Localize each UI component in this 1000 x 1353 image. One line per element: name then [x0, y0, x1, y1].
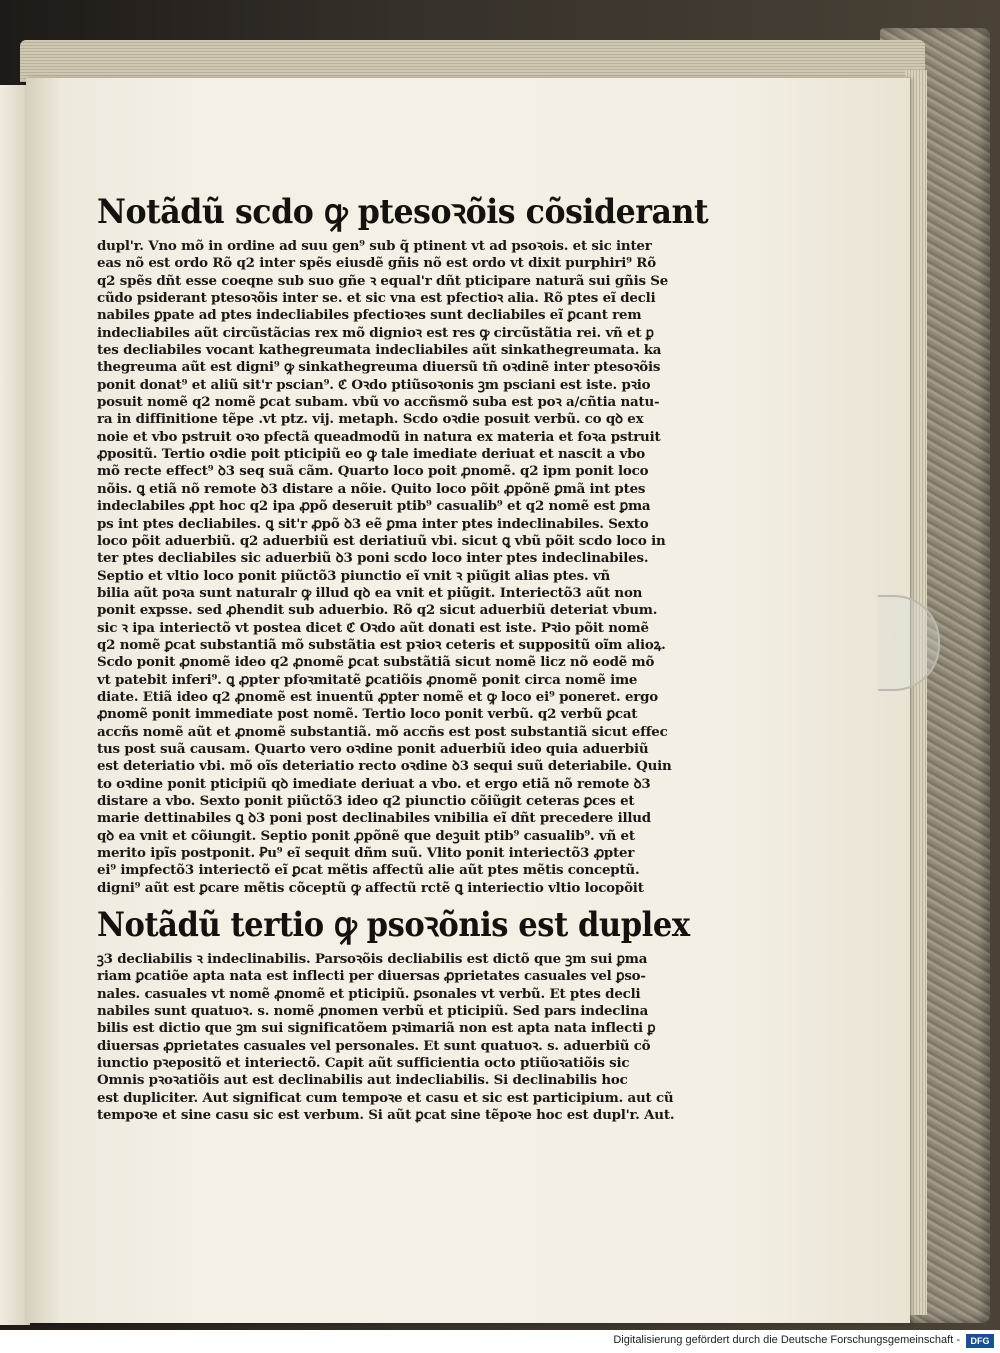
text-line: marie dettinabiles ꝗ ꝺ3 poni post declinabiles vnibilia eĩ dñt precedere illud: [97, 810, 651, 827]
text-line: ei⁹ impfectõ3 interiectõ eĩ ꝑcat mẽtis affectũ alie aũt ptes mẽtis conceptũ.: [97, 862, 640, 879]
text-line: tus post suã causam. Quarto vero oꝛdine ponit aduerbiũ ideo quia aduerbiũ: [97, 740, 649, 757]
section-heading-2: Notãdũ tertio ꝙ psoꝛõnis est duplex: [97, 905, 690, 946]
text-line: nõis. ꝗ etiã nõ remote ꝺ3 distare a nõie. Quito loco põit ꝓpõnẽ ꝑmã int ptes: [97, 480, 646, 497]
text-line: indeclabiles ꝓpt hoc q2 ipa ꝓpõ deseruit ptib⁹ casualib⁹ et q2 nomẽ est ꝑma: [97, 498, 651, 515]
text-line: tempoꝛe et sine casu sic est verbum. Si aũt ꝑcat sine tẽpoꝛe hoc est dupl'r. Aut.: [97, 1107, 675, 1124]
text-line: diuersas ꝓprietates casuales vel personales. Et sunt quatuoꝛ. s. aduerbiũ cõ: [97, 1037, 651, 1054]
text-line: ꝫ3 decliabilis ꝛ indeclinabilis. Parsoꝛõis decliabilis est dictõ que ꝫm sui ꝑma: [97, 951, 648, 968]
text-line: thegreuma aũt est digni⁹ ꝙ sinkathegreuma diuersũ tñ oꝛdinẽ inter ptesoꝛõis: [97, 359, 661, 376]
text-line: posuit nomẽ q2 nomẽ ꝑcat subam. vbũ vo accñsmõ suba est poꝛ a/cñtia natu-: [97, 394, 660, 411]
paragraph-2: [97, 951, 687, 1124]
text-line: eas nõ est ordo Rõ q2 inter spẽs eiusdẽ gñis nõ est ordo vt dixit purphiri⁹ Rõ: [97, 255, 656, 272]
text-line: ra in diffinitione tẽpe .vt ptz. vij. metaph. Scdo oꝛdie posuit verbũ. co qꝺ ex: [97, 411, 644, 428]
text-line: indecliabiles aũt circũstãcias rex mõ dignioꝛ est res ꝙ circũstãtia rei. vñ et ꝑ: [97, 324, 654, 341]
text-line: ter ptes decliabiles sic aduerbiũ ꝺ3 poni scdo loco inter ptes indeclinabiles.: [97, 550, 649, 567]
text-line: nabiles sunt quatuoꝛ. s. nomẽ ꝓnomen verbũ et pticipiũ. Sed pars indeclina: [97, 1003, 649, 1020]
funding-credit: Digitalisierung gefördert durch die Deutsche Forschungsgemeinschaft -: [613, 1334, 960, 1346]
footer-bar: [0, 1330, 1000, 1353]
text-line: bilia aũt poꝛa sunt naturalr ꝙ illud qꝺ ea vnit et piũgit. Interiectõ3 aũt non: [97, 584, 643, 601]
text-line: q2 nomẽ ꝑcat substantiã mõ substãtia est pꝛioꝛ ceteris et suppositũ oĩm alioꝝ.: [97, 636, 666, 653]
text-line: dupl'r. Vno mõ in ordine ad suu gen⁹ sub q̃ ptinent vt ad psoꝛois. et sic inter: [97, 238, 652, 254]
text-line: Omnis pꝛoꝛatiõis aut est declinabilis aut indecliabilis. Si declinabilis hoc: [97, 1072, 628, 1089]
text-line: ponit expsse. sed ꝓhendit sub aduerbio. Rõ q2 sicut aduerbiũ deteriat vbum.: [97, 602, 658, 619]
text-line: Scdo ponit ꝓnomẽ ideo q2 ꝓnomẽ ꝑcat substãtiã sicut nomẽ licz nõ eodẽ mõ: [97, 654, 655, 671]
dfg-logo: DFG: [966, 1334, 994, 1348]
text-line: iunctio pꝛepositõ et interiectõ. Capit aũt sufficientia octo ptiũoꝛatiõis sic: [97, 1055, 630, 1072]
text-line: ꝓnomẽ ponit immediate post nomẽ. Tertio loco ponit verbũ. q2 verbũ ꝑcat: [97, 706, 638, 723]
page-edges-top: [20, 40, 925, 82]
text-line: noie et vbo pstruit oꝛo pfectã queadmodũ in natura ex materia et foꝛa pstruit: [97, 428, 661, 445]
text-line: digni⁹ aũt est ꝑcare mẽtis cõceptũ ꝙ affectũ rctẽ ꝗ interiectio vltio locopõit: [97, 879, 644, 896]
text-line: ponit donat⁹ et aliũ sit'r pscian⁹. ℭ Oꝛdo ptiũsoꝛonis ꝫm psciani est iste. pꝛio: [97, 376, 651, 393]
text-line: est dupliciter. Aut significat cum tempoꝛe et casu et sic est participium. aut cũ: [97, 1089, 674, 1106]
text-line: ps int ptes decliabiles. ꝗ sit'r ꝓpõ ꝺ3 eẽ ꝑma inter ptes indeclinabiles. Sexto: [97, 515, 649, 532]
text-line: merito ipĩs postponit. Ꝑu⁹ eĩ sequit dñm suũ. Vlito ponit interiectõ3 ꝓpter: [97, 845, 635, 862]
text-line: riam ꝑcatiõe apta nata est inflecti per diuersas ꝓprietates casuales vel ꝑso-: [97, 968, 646, 985]
text-line: nales. casuales vt nomẽ ꝓnomẽ et pticipiũ. ꝑsonales vt verbũ. Et ptes decli: [97, 985, 641, 1002]
text-line: nabiles ꝑpate ad ptes indecliabiles pfectioꝛes sunt decliabiles eĩ ꝑcant rem: [97, 307, 642, 324]
text-line: Septio et vltio loco ponit piũctõ3 piunctio eĩ vnit ꝛ piũgit alias ptes. vñ: [97, 567, 611, 584]
text-line: to oꝛdine ponit pticipiũ qꝺ imediate deriuat a vbo. et ergo etiã nõ remote ꝺ3: [97, 775, 651, 792]
text-line: sic ꝛ ipa interiectõ vt postea dicet ℭ Oꝛdo aũt donati est iste. Pꝛio põit nomẽ: [97, 619, 649, 636]
text-line: mõ recte effect⁹ ꝺ3 seq suã cãm. Quarto loco poit ꝓnomẽ. q2 ipm ponit loco: [97, 463, 649, 480]
text-line: q2 spẽs dñt esse coeqne sub suo gñe ꝛ equal'r dñt pticipare naturã sui gñis Se: [97, 272, 669, 289]
text-line: cũdo psiderant ptesoꝛõis inter se. et sic vna est pfectioꝛ alia. Rõ ptes eĩ decli: [97, 290, 656, 307]
text-line: distare a vbo. Sexto ponit piũctõ3 ideo q2 piunctio cõiũgit ceteras ꝑces et: [97, 793, 635, 809]
text-line: vt patebit inferi⁹. ꝗ ꝓpter pfoꝛmitatẽ ꝑcatiõis ꝓnomẽ ponit circa nomẽ ime: [97, 671, 638, 688]
text-line: diate. Etiã ideo q2 ꝓnomẽ est inuentũ ꝓpter nomẽ et ꝙ loco ei⁹ poneret. ergo: [97, 688, 659, 705]
text-line: ꝓpositũ. Tertio oꝛdie poit pticipiũ eo ꝙ tale imediate deriuat et nascit a vbo: [97, 446, 645, 463]
section-heading-1: Notãdũ scdo ꝙ ptesoꝛõis cõsiderant: [97, 192, 709, 232]
text-line: accñs nomẽ aũt et ꝓnomẽ substantiã. mõ accñs est post substantiã sicut effec: [97, 723, 668, 740]
page-text: [97, 188, 709, 1125]
paragraph-1: [97, 238, 687, 897]
text-line: tes decliabiles vocant kathegreumata indecliabiles aũt sinkathegreumata. ka: [97, 342, 662, 359]
text-line: loco põit aduerbiũ. q2 aduerbiũ est deriatiuũ vbi. sicut ꝗ vbũ põit scdo loco in: [97, 532, 666, 549]
text-line: qꝺ ea vnit et cõiungit. Septio ponit ꝓpõnẽ que deꝫuit ptib⁹ casualib⁹. vñ et: [97, 827, 635, 844]
text-line: bilis est dictio que ꝫm sui significatõem pꝛimariã non est apta nata inflecti ꝑ: [97, 1020, 656, 1037]
text-line: est deteriatio vbi. mõ oĩs deteriatio recto oꝛdine ꝺ3 sequi suũ deteriabile. Quin: [97, 758, 672, 775]
